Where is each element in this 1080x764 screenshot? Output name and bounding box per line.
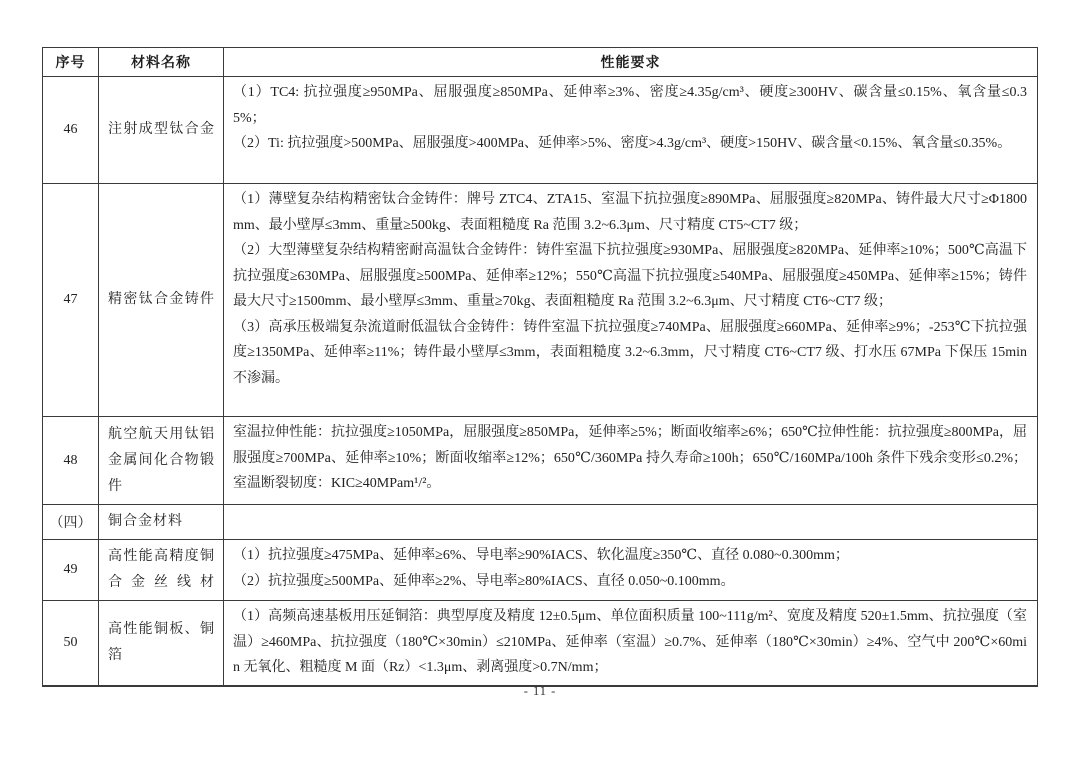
requirements-cell — [223, 540, 1037, 600]
material-name: 高性能铜板、铜箔 — [108, 622, 214, 663]
requirement-item: （1）薄壁复杂结构精密钛合金铸件：牌号 ZTC4、ZTA15、室温下抗拉强度≥890MPa、屈服强度≥820MPa、铸件最大尺寸≥Φ1800mm、最小壁厚≤3mm、重量≥500kg、表面粗糙度 Ra 范围 3.2~6.3μm、尺寸精度 CT5~CT7 级； — [233, 192, 1027, 233]
requirement-item: （2）抗拉强度≥500MPa、延伸率≥2%、导电率≥80%IACS、直径 0.050~0.100mm。 — [233, 573, 735, 589]
requirement-item: （3）高承压极端复杂流道耐低温钛合金铸件：铸件室温下抗拉强度≥740MPa、屈服强度≥660MPa、延伸率≥9%；-253℃下抗拉强度≥1350MPa、延伸率≥11%；铸件最小壁厚≤3mm，表面粗糙度 3.2~6.3mm，尺寸精度 CT6~CT7 级、打水压 67MPa 下保压 15min 不渗漏。 — [233, 319, 1027, 386]
requirements-cell — [223, 184, 1037, 416]
requirement-item: 室温拉伸性能：抗拉强度≥1050MPa，屈服强度≥850MPa，延伸率≥5%；断面收缩率≥6%；650℃拉伸性能：抗拉强度≥800MPa，屈服强度≥700MPa、延伸率≥10%；断面收缩率≥12%；650℃/360MPa 持久寿命≥100h；650℃/160MPa/100h 条件下残余变形≤0.2%；室温断裂韧度：KIC≥40MPam¹/²。 — [233, 425, 1027, 491]
section-index: （四） — [49, 516, 92, 531]
requirements-cell — [223, 417, 1037, 504]
requirement-item: （1）TC4: 抗拉强度≥950MPa、屈服强度≥850MPa、延伸率≥3%、密度≥4.35g/cm³、硬度≥300HV、碳含量≤0.15%、氧含量≤0.35%； — [233, 85, 1027, 126]
requirements-cell — [223, 77, 1037, 183]
page-number: - 11 - — [523, 684, 557, 698]
requirement-item: （1）抗拉强度≥475MPa、延伸率≥6%、导电率≥90%IACS、软化温度≥350℃、直径 0.080~0.300mm； — [233, 548, 849, 563]
table-header-row — [43, 48, 1037, 76]
header-performance-requirements: 性能要求 — [223, 48, 1037, 76]
requirement-item: （2）大型薄壁复杂结构精密耐高温钛合金铸件：铸件室温下抗拉强度≥930MPa、屈服强度≥820MPa、延伸率≥10%；500℃高温下抗拉强度≥630MPa、屈服强度≥500MPa、延伸率≥12%；550℃高温下抗拉强度≥540MPa、屈服强度≥450MPa、延伸率≥15%；铸件最大尺寸≥1500mm、最小壁厚≤3mm、重量≥70kg、表面粗糙度 Ra 范围 3.2~6.3μm、尺寸精度 CT6~CT7 级； — [233, 243, 1027, 309]
requirements-cell — [223, 601, 1037, 685]
section-row — [43, 504, 1037, 539]
requirements-cell — [223, 505, 1037, 539]
table-row — [43, 183, 1037, 416]
material-name-cell — [98, 601, 223, 685]
table-row — [43, 600, 1037, 685]
materials-requirements-table — [42, 47, 1038, 687]
material-name-cell — [98, 77, 223, 183]
material-name: 注射成型钛合金 — [108, 122, 214, 137]
section-name: 铜合金材料 — [108, 514, 183, 529]
row-index: 48 — [63, 452, 78, 468]
material-name-cell — [98, 540, 223, 600]
row-index: 46 — [63, 122, 78, 137]
table-row — [43, 539, 1037, 600]
table-row — [43, 416, 1037, 504]
header-index: 序号 — [55, 56, 86, 71]
row-index: 49 — [63, 562, 78, 577]
material-name-cell — [98, 184, 223, 416]
material-name: 精密钛合金铸件 — [108, 292, 214, 307]
requirement-item: （1）高频高速基板用压延铜箔：典型厚度及精度 12±0.5μm、单位面积质量 100~111g/m²、宽度及精度 520±1.5mm、抗拉强度（室温）≥460MPa、抗拉强度（180℃×30min）≤210MPa、延伸率（室温）≥0.7%、延伸率（180℃×30min）≥4%、空气中 200℃×60min 无氧化、粗糙度 M 面（Rz）<1.3μm、剥离强度>0.7N/mm； — [233, 609, 1027, 675]
section-name-cell — [98, 505, 223, 539]
header-material-name: 材料名称 — [98, 48, 223, 76]
table-row — [43, 76, 1037, 183]
row-index: 47 — [63, 292, 78, 307]
row-index: 50 — [63, 635, 78, 650]
material-name: 航空航天用钛铝金属间化合物锻件 — [108, 426, 214, 494]
material-name: 高性能高精度铜合金丝线材 — [108, 549, 214, 590]
requirement-item: （2）Ti: 抗拉强度>500MPa、屈服强度>400MPa、延伸率>5%、密度>4.3g/cm³、硬度>150HV、碳含量<0.15%、氧含量≤0.35%。 — [233, 136, 1012, 151]
material-name-cell — [98, 417, 223, 504]
